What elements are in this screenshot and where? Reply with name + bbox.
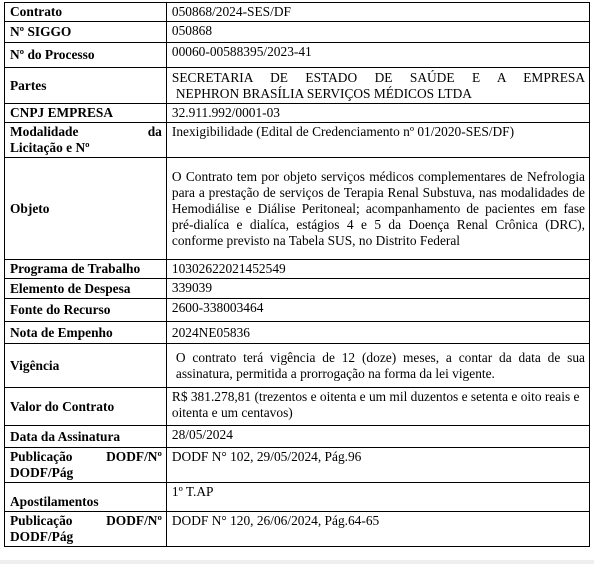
label-apostilamentos: Apostilamentos [5, 483, 167, 512]
modalidade-word-1: Modalidade [10, 124, 79, 139]
label-siggo: Nº SIGGO [5, 22, 167, 43]
value-assinatura: 28/05/2024 [166, 426, 589, 448]
table-row [5, 104, 590, 123]
page-bottom-shade [0, 560, 594, 564]
value-empenho: 2024NE05836 [166, 322, 589, 344]
table-row [5, 260, 590, 279]
table-row [5, 3, 590, 22]
value-vigencia: O contrato terá vigência de 12 (doze) meses, a contar da data de sua assinatura, permitida a prorrogação na forma da lei vigente. [166, 344, 589, 388]
table-row [5, 279, 590, 299]
table-row [5, 43, 590, 68]
label-programa: Programa de Trabalho [5, 260, 167, 279]
modalidade-line-2: Licitação e Nº [10, 140, 90, 155]
label-partes: Partes [5, 68, 167, 104]
label-fonte: Fonte do Recurso [5, 299, 167, 322]
label-assinatura: Data da Assinatura [5, 426, 167, 448]
publicacao-1-line-2: DODF/Pág [10, 465, 74, 480]
table-row [5, 344, 590, 388]
label-objeto: Objeto [5, 158, 167, 260]
modalidade-word-2: da [147, 124, 162, 139]
table-row [5, 512, 590, 547]
table-row [5, 68, 590, 104]
table-row [5, 483, 590, 512]
table-row [5, 322, 590, 344]
table-row [5, 158, 590, 260]
value-fonte: 2600-338003464 [166, 299, 589, 322]
contract-summary-table [4, 2, 590, 547]
label-publicacao-2 [5, 512, 167, 547]
publicacao-2-line-2: DODF/Pág [10, 529, 74, 544]
value-programa: 10302622021452549 [166, 260, 589, 279]
table-row [5, 299, 590, 322]
table-row [5, 426, 590, 448]
value-processo: 00060-00588395/2023-41 [166, 43, 589, 68]
label-cnpj: CNPJ EMPRESA [5, 104, 167, 123]
value-valor: R$ 381.278,81 (trezentos e oitenta e um mil duzentos e setenta e oito reais e oitenta e um centavos) [166, 388, 589, 426]
label-elemento: Elemento de Despesa [5, 279, 167, 299]
label-empenho: Nota de Empenho [5, 322, 167, 344]
label-vigencia: Vigência [5, 344, 167, 388]
value-partes [166, 68, 589, 104]
table-row [5, 388, 590, 426]
partes-line-2: NEPHRON BRASÍLIA SERVIÇOS MÉDICOS LTDA [175, 85, 472, 101]
table-row [5, 448, 590, 483]
partes-line-1: SECRETARIA DE ESTADO DE SAÚDE E A EMPRESA [171, 69, 585, 85]
label-valor: Valor do Contrato [5, 388, 167, 426]
table-row [5, 123, 590, 158]
value-objeto: O Contrato tem por objeto serviços médicos complementares de Nefrologia para a prestação de serviços de Terapia Renal Substuva, nas modalidades de Hemodiálise e Diálise Peritoneal; acompanhamento de pacientes em fase pré-dialíca e dialíca, estágios 4 e 5 da Doença Renal Crônica (DRC), conforme previsto na Tabela SUS, no Distrito Federal [166, 158, 589, 260]
publicacao-2-word-2: DODF/Nº [106, 513, 162, 528]
value-publicacao-2: DODF N° 120, 26/06/2024, Pág.64-65 [166, 512, 589, 547]
value-cnpj: 32.911.992/0001-03 [166, 104, 589, 123]
value-publicacao-1: DODF N° 102, 29/05/2024, Pág.96 [166, 448, 589, 483]
label-publicacao-1 [5, 448, 167, 483]
publicacao-2-word-1: Publicação [10, 513, 73, 528]
publicacao-1-word-2: DODF/Nº [106, 449, 162, 464]
value-modalidade: Inexigibilidade (Edital de Credenciamento nº 01/2020-SES/DF) [166, 123, 589, 158]
table-row [5, 22, 590, 43]
value-contrato: 050868/2024-SES/DF [166, 3, 589, 22]
value-elemento: 339039 [166, 279, 589, 299]
value-siggo: 050868 [166, 22, 589, 43]
label-contrato: Contrato [5, 3, 167, 22]
label-processo: Nº do Processo [5, 43, 167, 68]
publicacao-1-word-1: Publicação [10, 449, 73, 464]
label-modalidade [5, 123, 167, 158]
value-apostilamentos: 1º T.AP [166, 483, 589, 512]
